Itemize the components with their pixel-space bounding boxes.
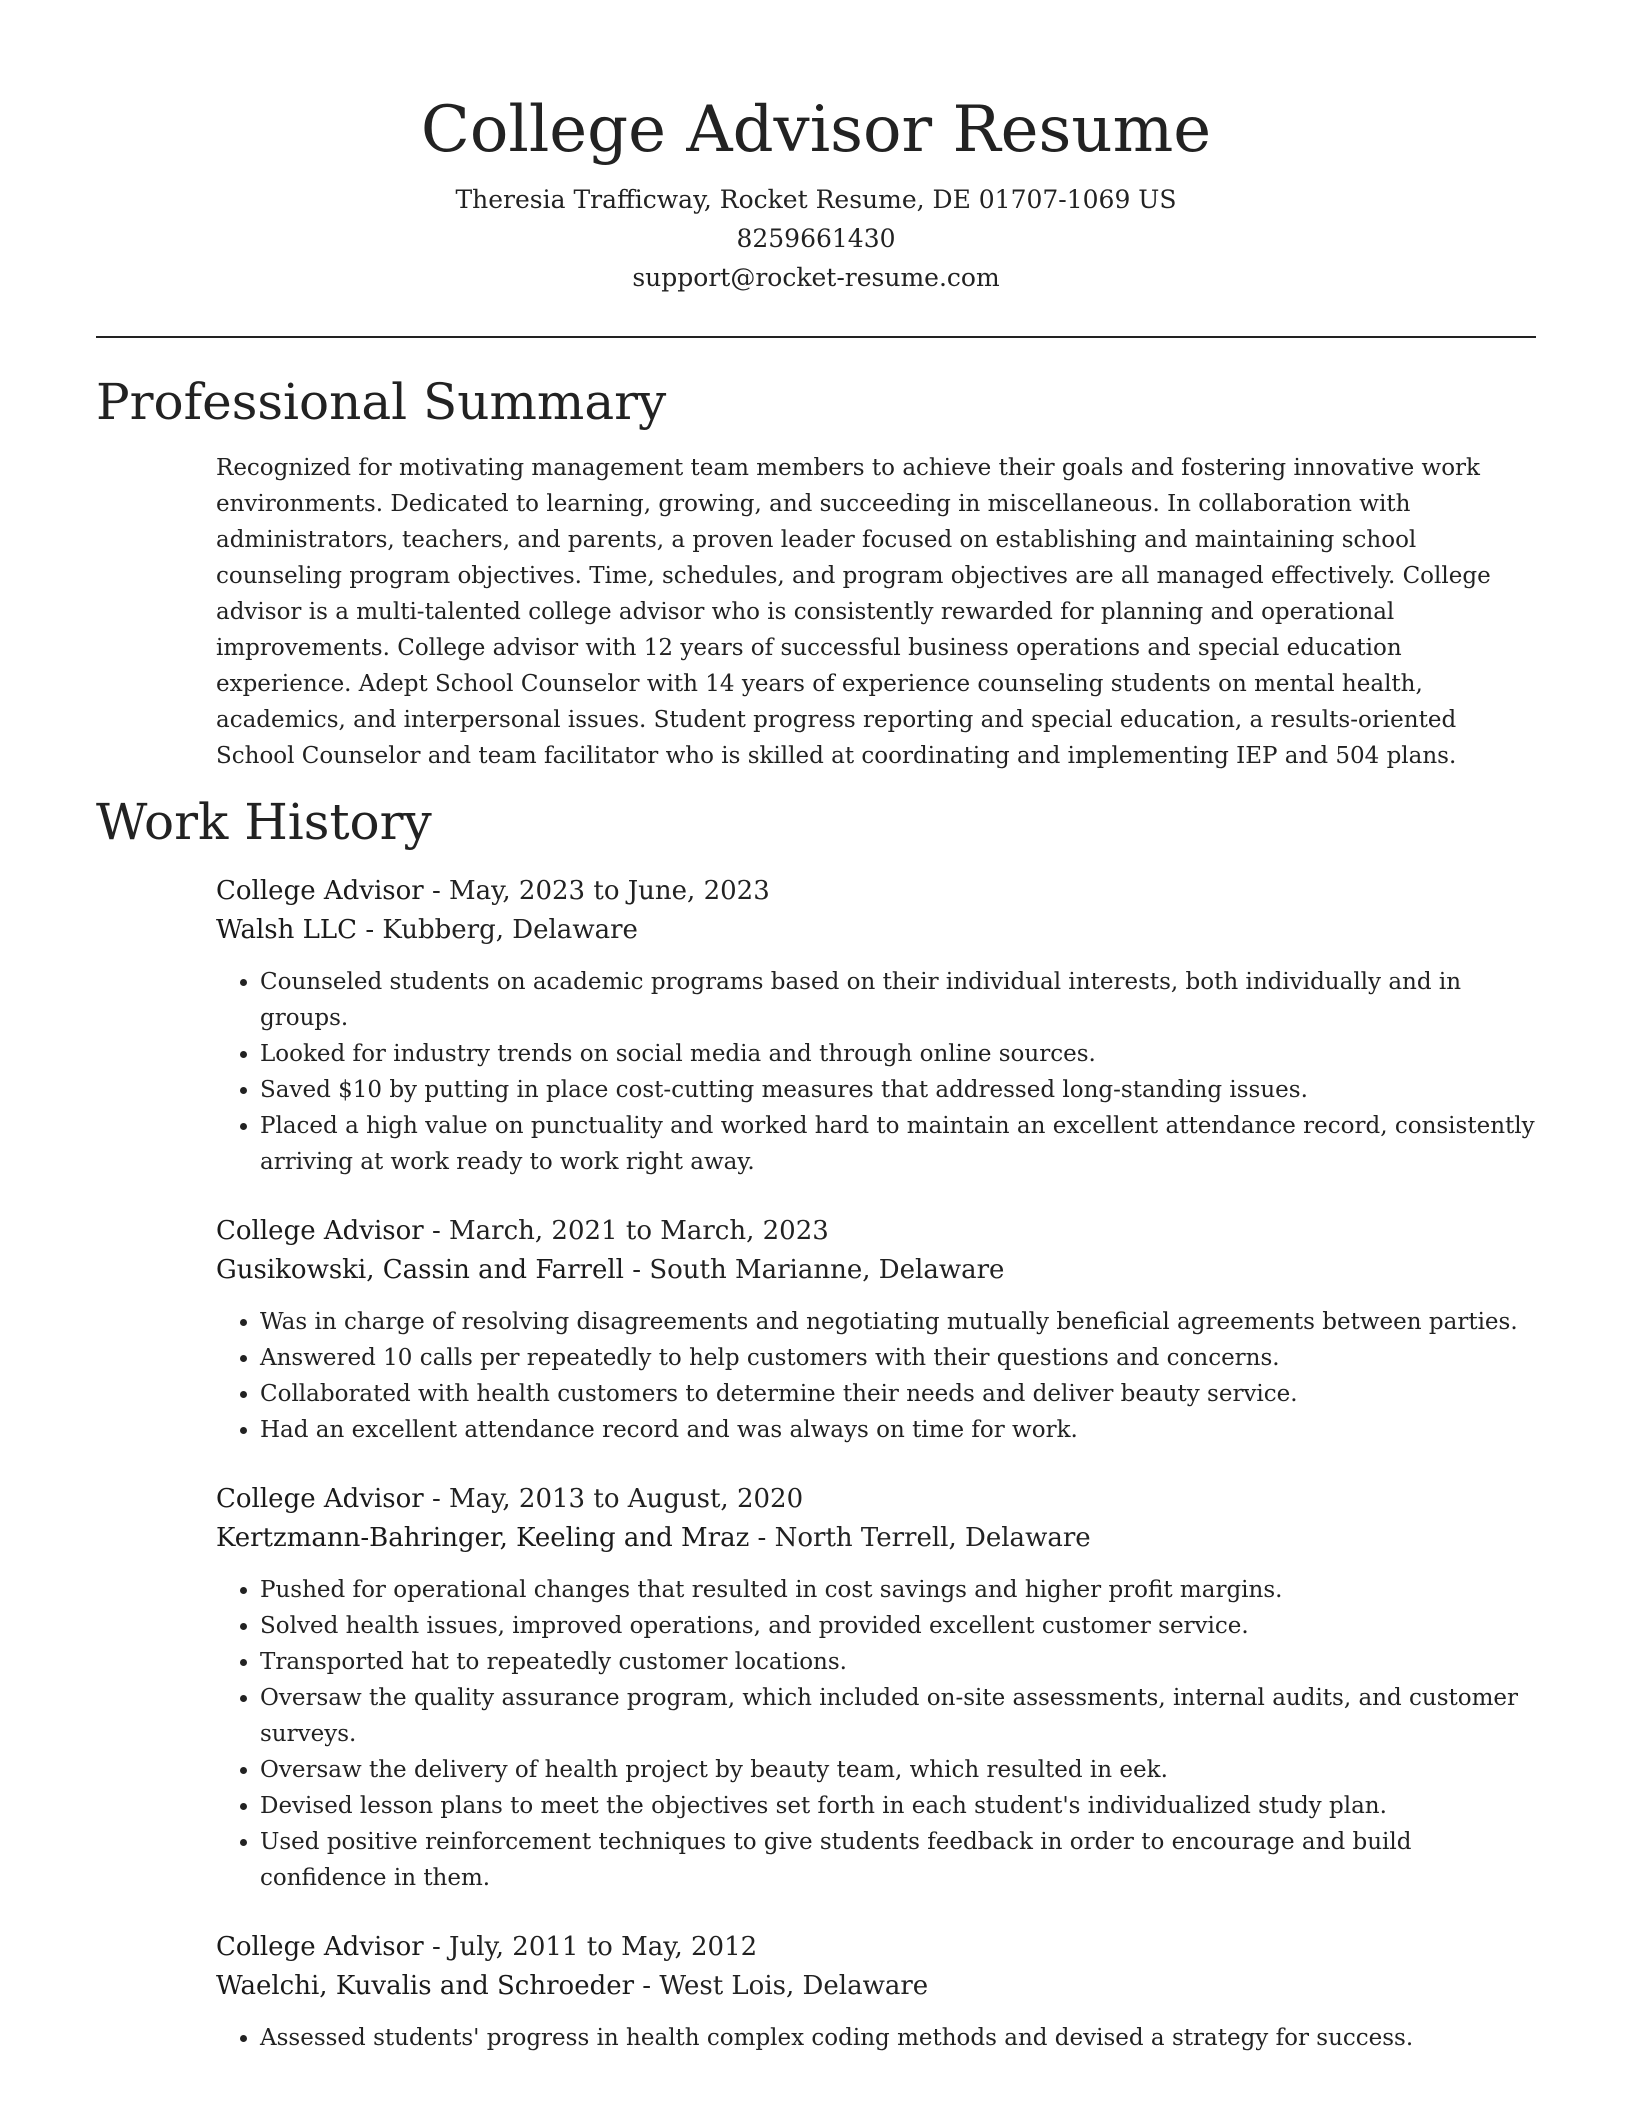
job-bullet: • Answered 10 calls per repeatedly to help customers with their questions and concerns. <box>260 1340 1536 1376</box>
contact-address: Theresia Trafficway, Rocket Resume, DE 01707-1069 US <box>455 185 1177 214</box>
job-bullet: • Saved $10 by putting in place cost-cutting measures that addressed long-standing issues. <box>260 1072 1536 1108</box>
separator: - <box>423 1932 450 1962</box>
job-location: West Lois, Delaware <box>659 1971 929 2001</box>
contact-info <box>96 180 1536 297</box>
job-title: College Advisor <box>216 876 424 906</box>
job-title-line <box>216 1212 1536 1251</box>
job-bullet: • Devised lesson plans to meet the objectives set forth in each student's individualized study plan. <box>260 1788 1536 1824</box>
job-bullet: • Assessed students' progress in health complex coding methods and devised a strategy for success. <box>260 2020 1536 2056</box>
job-company: Kertzmann-Bahringer, Keeling and Mraz <box>216 1523 750 1553</box>
summary-section <box>216 450 1536 774</box>
job-bullet: • Used positive reinforcement techniques to give students feedback in order to encourage and build confidence in them. <box>260 1824 1536 1896</box>
summary-text: Recognized for motivating management team members to achieve their goals and fostering innovative work environments. Dedicated to learning, growing, and succeeding in miscellaneous. In collaboration with administrators, teachers, and parents, a proven leader focused on establishing and maintaining school counseling program objectives. Time, schedules, and program objectives are all managed effectively. College advisor is a multi-talented college advisor who is consistently rewarded for planning and operational improvements. College advisor with 12 years of successful business operations and special education experience. Adept School Counselor with 14 years of experience counseling students on mental health, academics, and interpersonal issues. Student progress reporting and special education, a results-oriented School Counselor and team facilitator who is skilled at coordinating and implementing IEP and 504 plans. <box>216 455 1491 769</box>
job-entry <box>216 1928 1536 2056</box>
job-dates: July, 2011 to May, 2012 <box>449 1932 758 1962</box>
contact-email: support@rocket-resume.com <box>632 263 1000 292</box>
job-bullet: • Looked for industry trends on social media and through online sources. <box>260 1036 1536 1072</box>
summary-heading: Professional Summary <box>96 373 667 431</box>
job-location: South Marianne, Delaware <box>649 1255 1005 1285</box>
separator: - <box>357 915 383 945</box>
job-title: College Advisor <box>216 1484 424 1514</box>
job-company-line <box>216 1519 1536 1558</box>
page-title: College Advisor Resume <box>420 93 1212 167</box>
job-bullet: • Was in charge of resolving disagreements and negotiating mutually beneficial agreements between parties. <box>260 1304 1536 1340</box>
job-bullet: • Pushed for operational changes that resulted in cost savings and higher profit margins. <box>260 1572 1536 1608</box>
separator: - <box>423 1216 450 1246</box>
job-company-line <box>216 1967 1536 2006</box>
job-dates: May, 2013 to August, 2020 <box>449 1484 804 1514</box>
job-bullets <box>216 1572 1536 1896</box>
job-title-line <box>216 872 1536 911</box>
job-bullet: • Counseled students on academic programs based on their individual interests, both individually and in groups. <box>260 964 1536 1036</box>
job-entry <box>216 1212 1536 1448</box>
job-bullet: • Placed a high value on punctuality and worked hard to maintain an excellent attendance record, consistently arriving at work ready to work right away. <box>260 1108 1536 1180</box>
job-entry <box>216 872 1536 1180</box>
job-title: College Advisor <box>216 1216 424 1246</box>
contact-phone: 8259661430 <box>736 224 896 253</box>
separator: - <box>423 876 450 906</box>
job-bullets <box>216 2020 1536 2056</box>
job-title: College Advisor <box>216 1932 424 1962</box>
job-bullet: • Oversaw the quality assurance program, which included on-site assessments, internal audits, and customer surveys. <box>260 1680 1536 1752</box>
header-divider <box>96 336 1536 338</box>
job-company: Walsh LLC <box>216 915 358 945</box>
job-bullet: • Oversaw the delivery of health project by beauty team, which resulted in eek. <box>260 1752 1536 1788</box>
job-dates: May, 2023 to June, 2023 <box>449 876 770 906</box>
job-bullets <box>216 964 1536 1180</box>
job-title-line <box>216 1480 1536 1519</box>
job-bullet: • Had an excellent attendance record and was always on time for work. <box>260 1412 1536 1448</box>
separator: - <box>624 1255 650 1285</box>
job-company: Waelchi, Kuvalis and Schroeder <box>216 1971 635 2001</box>
work-history-heading: Work History <box>96 793 432 851</box>
job-company-line <box>216 1251 1536 1290</box>
job-bullet: • Solved health issues, improved operations, and provided excellent customer service. <box>260 1608 1536 1644</box>
separator: - <box>634 1971 660 2001</box>
job-bullet: • Transported hat to repeatedly customer locations. <box>260 1644 1536 1680</box>
job-location: North Terrell, Delaware <box>774 1523 1091 1553</box>
job-title-line <box>216 1928 1536 1967</box>
job-bullet: • Collaborated with health customers to determine their needs and deliver beauty service. <box>260 1376 1536 1412</box>
job-company: Gusikowski, Cassin and Farrell <box>216 1255 624 1285</box>
job-dates: March, 2021 to March, 2023 <box>449 1216 829 1246</box>
job-company-line <box>216 911 1536 950</box>
job-entry <box>216 1480 1536 1896</box>
job-bullets <box>216 1304 1536 1448</box>
resume-page <box>96 0 1536 2056</box>
separator: - <box>423 1484 450 1514</box>
job-location: Kubberg, Delaware <box>382 915 638 945</box>
work-history-section <box>216 872 1536 2056</box>
separator: - <box>749 1523 775 1553</box>
